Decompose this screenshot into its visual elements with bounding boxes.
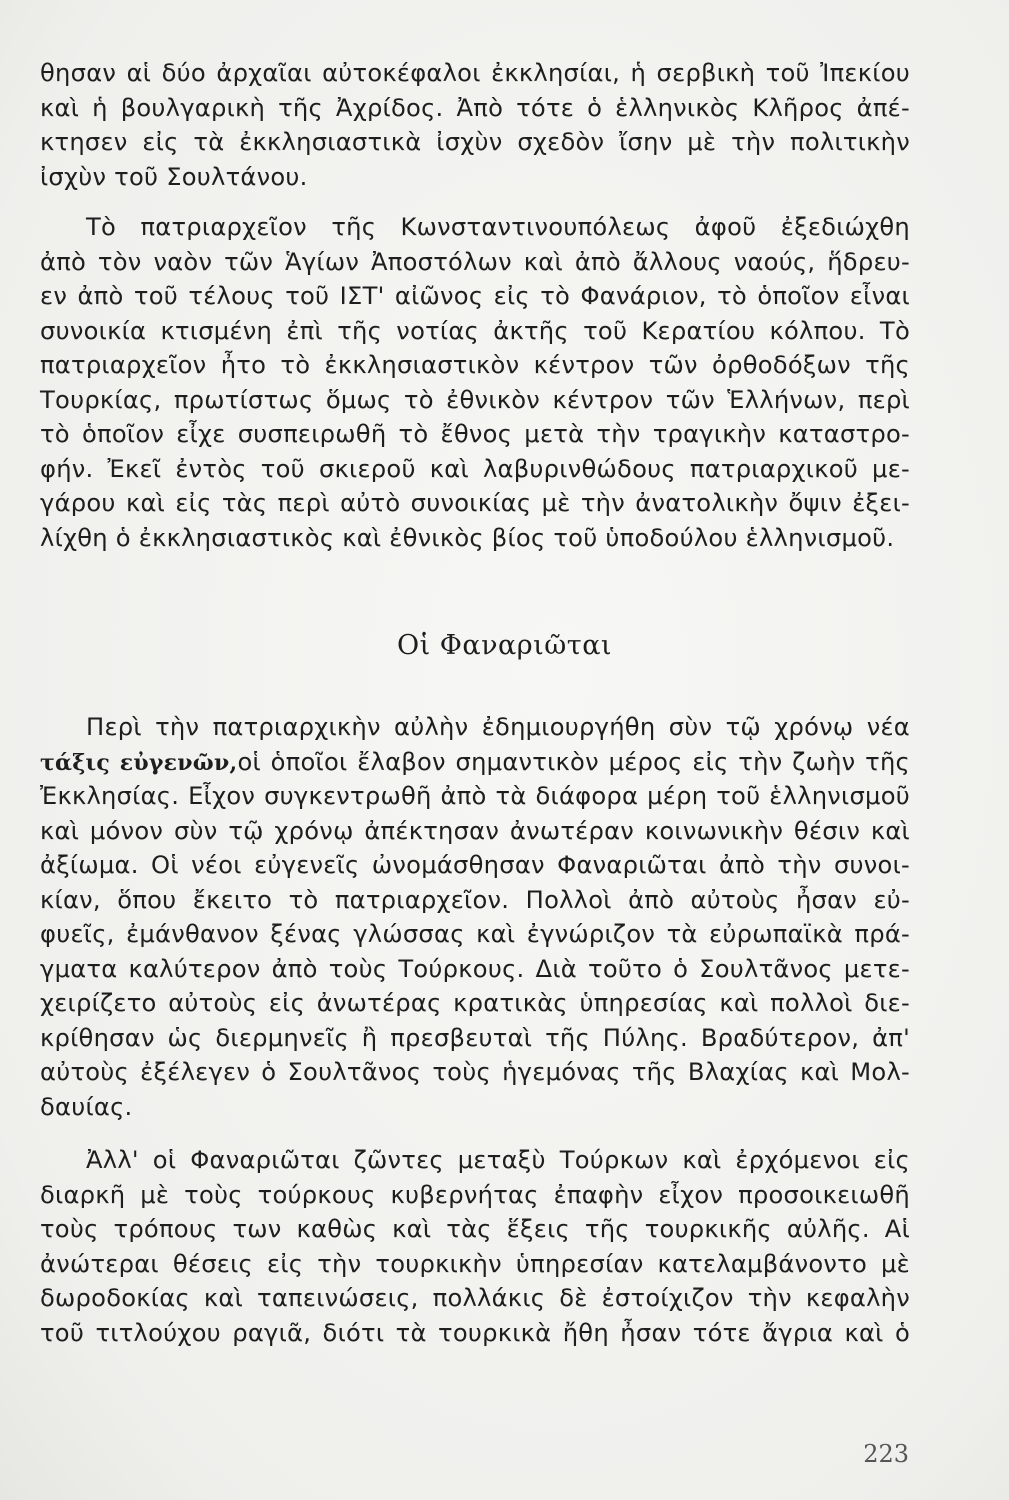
text-line: Τουρκίας, πρωτίστως ὅμως τὸ ἐθνικὸν κέντρον τῶν Ἑλλήνων, περὶ xyxy=(40,385,910,414)
text-line: συνοικία κτισμένη ἐπὶ τῆς νοτίας ἀκτῆς τοῦ Κερατίου κόλπου. Τὸ xyxy=(40,316,910,345)
text-line: καὶ ἡ βουλγαρικὴ τῆς Ἀχρίδος. Ἀπὸ τότε ὁ ἑλληνικὸς Κλῆρος ἀπέ- xyxy=(40,93,910,122)
text-line: ἰσχὺν τοῦ Σουλτάνου. xyxy=(40,162,308,191)
text-line: Τὸ πατριαρχεῖον τῆς Κωνσταντινουπόλεως ἀφοῦ ἐξεδιώχθη xyxy=(86,213,910,241)
text-line: Περὶ τὴν πατριαρχικὴν αὐλὴν ἐδημιουργήθη σὺν τῷ χρόνῳ νέα xyxy=(86,713,910,741)
text-line: φήν. Ἐκεῖ ἐντὸς τοῦ σκιεροῦ καὶ λαβυρινθώδους πατριαρχικοῦ με- xyxy=(40,454,910,483)
text-line: κτησεν εἰς τὰ ἐκκλησιαστικὰ ἰσχὺν σχεδὸν ἴσην μὲ τὴν πολιτικὴν xyxy=(40,128,910,156)
page-number: 223 xyxy=(863,1440,909,1468)
text-line: κρίθησαν ὡς διερμηνεῖς ἢ πρεσβευταὶ τῆς Πύλης. Βραδύτερον, ἀπ' xyxy=(40,1023,910,1052)
text-line: κίαν, ὅπου ἔκειτο τὸ πατριαρχεῖον. Πολλοὶ ἀπὸ αὐτοὺς ἦσαν εὐ- xyxy=(40,885,910,914)
text-line xyxy=(40,745,910,780)
paragraph-4 xyxy=(40,1143,910,1350)
text-line: καὶ μόνον σὺν τῷ χρόνῳ ἀπέκτησαν ἀνωτέραν κοινωνικὴν θέσιν καὶ xyxy=(40,816,910,845)
text-line: αὐτοὺς ἐξέλεγεν ὁ Σουλτᾶνος τοὺς ἡγεμόνας τῆς Βλαχίας καὶ Μολ- xyxy=(40,1058,910,1086)
text-line: εν ἀπὸ τοῦ τέλους τοῦ ΙΣΤ' αἰῶνος εἰς τὸ Φανάριον, τὸ ὁποῖον εἶναι xyxy=(40,282,910,310)
text-line: δαυίας. xyxy=(40,1092,133,1121)
text-line: δωροδοκίας καὶ ταπεινώσεις, πολλάκις δὲ ἐστοίχιζον τὴν κεφαλὴν xyxy=(40,1284,910,1312)
bold-term: τάξις εὐγενῶν, xyxy=(40,749,238,776)
text-line: ἀπὸ τὸν ναὸν τῶν Ἁγίων Ἀποστόλων καὶ ἀπὸ ἄλλους ναούς, ἥδρευ- xyxy=(40,247,910,276)
text-line: τὸ ὁποῖον εἶχε συσπειρωθῆ τὸ ἔθνος μετὰ τὴν τραγικὴν καταστρο- xyxy=(40,420,910,448)
text-line-rest: οἱ ὁποῖοι ἔλαβον σημαντικὸν μέρος εἰς τὴν ζωὴν τῆς xyxy=(237,747,911,776)
section-heading: Οἱ Φαναριῶται xyxy=(396,630,613,661)
text-line: τοῦ τιτλούχου ραγιᾶ, διότι τὰ τουρκικὰ ἤθη ἦσαν τότε ἄγρια καὶ ὁ xyxy=(40,1318,910,1347)
paragraph-1 xyxy=(40,56,910,194)
text-line: γματα καλύτερον ἀπὸ τοὺς Τούρκους. Διὰ τοῦτο ὁ Σουλτᾶνος μετε- xyxy=(40,954,910,983)
text-line: γάρου καὶ εἰς τὰς περὶ αὐτὸ συνοικίας μὲ τὴν ἀνατολικὴν ὄψιν ἐξει- xyxy=(40,489,910,517)
text-line: ἀξίωμα. Οἱ νέοι εὐγενεῖς ὠνομάσθησαν Φαναριῶται ἀπὸ τὴν συνοι- xyxy=(40,851,910,879)
text-line: ἀνώτεραι θέσεις εἰς τὴν τουρκικὴν ὑπηρεσίαν κατελαμβάνοντο μὲ xyxy=(40,1249,910,1278)
text-line: Ἐκκλησίας. Εἶχον συγκεντρωθῆ ἀπὸ τὰ διάφορα μέρη τοῦ ἑλληνισμοῦ xyxy=(40,782,910,810)
text-line: θησαν αἱ δύο ἀρχαῖαι αὐτοκέφαλοι ἐκκλησίαι, ἡ σερβικὴ τοῦ Ἰπεκίου xyxy=(40,59,910,87)
paragraph-2 xyxy=(40,210,910,555)
text-line: λίχθη ὁ ἐκκλησιαστικὸς καὶ ἐθνικὸς βίος τοῦ ὑποδούλου ἑλληνισμοῦ. xyxy=(40,523,895,552)
text-line: διαρκῆ μὲ τοὺς τούρκους κυβερνήτας ἐπαφὴν εἶχον προσοικειωθῆ xyxy=(40,1180,910,1209)
text-line: πατριαρχεῖον ἦτο τὸ ἐκκλησιαστικὸν κέντρον τῶν ὀρθοδόξων τῆς xyxy=(40,351,910,379)
text-line: Ἀλλ' οἱ Φαναριῶται ζῶντες μεταξὺ Τούρκων καὶ ἐρχόμενοι εἰς xyxy=(86,1146,910,1174)
text-line: τοὺς τρόπους των καθὼς καὶ τὰς ἕξεις τῆς τουρκικῆς αὐλῆς. Αἱ xyxy=(40,1215,910,1243)
text-line: χειρίζετο αὐτοὺς εἰς ἀνωτέρας κρατικὰς ὑπηρεσίας καὶ πολλοὶ διε- xyxy=(40,989,910,1017)
paragraph-3 xyxy=(40,710,910,1124)
text-line: φυεῖς, ἐμάνθανον ξένας γλώσσας καὶ ἐγνώριζον τὰ εὐρωπαϊκὰ πρά- xyxy=(40,920,910,948)
